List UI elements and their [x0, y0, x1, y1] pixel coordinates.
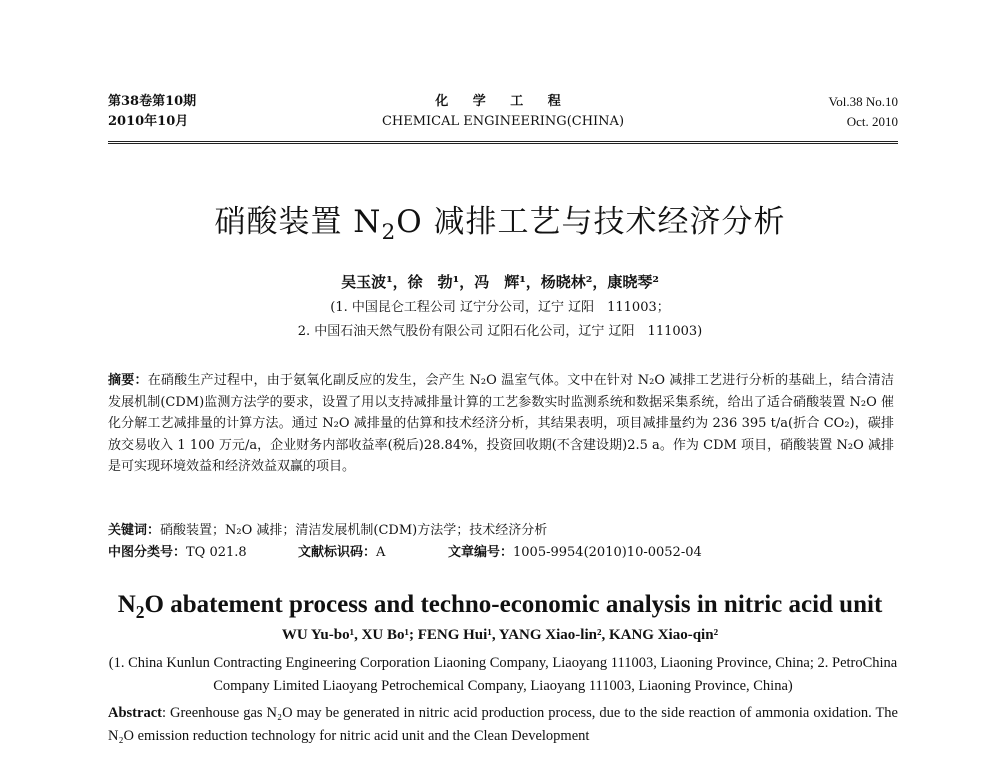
abstract-en — [108, 702, 898, 748]
abstract-en-label: Abstract — [108, 705, 162, 721]
title-en-part2: O abatement process and techno-economic analysis in nitric acid unit — [144, 591, 883, 618]
volume-no-en: Vol.38 No.10 — [828, 94, 898, 109]
authors-cn: 吴玉波¹，徐 勃¹，冯 辉¹，杨晓林²，康晓琴² — [341, 273, 659, 291]
running-header — [108, 92, 898, 142]
authors-en: WU Yu-bo¹, XU Bo¹; FENG Hui¹, YANG Xiao-lin², KANG Xiao-qin² — [281, 627, 719, 643]
header-rule — [108, 141, 898, 146]
doc-code-label: 文献标识码： — [298, 545, 377, 560]
abstract-cn-text: 在硝酸生产过程中，由于氨氧化副反应的发生，会产生 N₂O 温室气体。文中在针对 N₂O 减排工艺进行分析的基础上，结合清洁发展机制(CDM)监测方法学的要求，设置了用以支持减排量计算的工艺参数实时监测系统和数据采集系统，给出了适合硝酸装置 N₂O 催化分解工艺减排量的计算方法。通过 N₂O 减排量的估算和技术经济分析，其结果表明，项目减排量约为 236 395 t/a(折合 CO₂)，碳排放交易收入 1 100 万元/a，企业财务内部收益率(税后)28.84%，投资回收期(不含建设期)2.5 a。作为 CDM 项目，硝酸装置 N₂O 减排是可实现环境效益和经济效益双赢的项目。 — [108, 373, 894, 474]
date-en: Oct. 2010 — [846, 114, 898, 129]
doc-code-value: A — [376, 545, 386, 560]
journal-name-en: CHEMICAL ENGINEERING(CHINA) — [381, 114, 625, 129]
article-no-value: 1005-9954(2010)10-0052-04 — [513, 545, 702, 560]
classification-line — [108, 541, 894, 560]
clc-label: 中图分类号： — [108, 545, 187, 560]
article-no-label: 文章编号： — [448, 545, 514, 560]
affiliation-cn-1: (1. 中国昆仑工程公司 辽宁分公司，辽宁 辽阳 111003； — [330, 300, 670, 315]
journal-name — [108, 92, 898, 132]
clc-value: TQ 021.8 — [186, 545, 247, 560]
title-cn-subscript: 2 — [381, 220, 397, 246]
abstract-cn-label: 摘要： — [108, 373, 148, 388]
keywords-cn-label: 关键词： — [108, 523, 161, 538]
volume-issue: 第38卷第10期 — [108, 94, 197, 109]
affiliations-en: (1. China Kunlun Contracting Engineering Corporation Liaoning Company, Liaoyang 111003, Liaoning Province, China; 2. PetroChina Company Limited Liaoyang Petrochemical Company, Liaoyang 111003, Liaoning Province, China) — [108, 655, 898, 694]
title-en — [0, 591, 1000, 623]
journal-name-zh: 化 学 工 程 — [435, 94, 571, 109]
title-en-part1: N — [117, 591, 136, 618]
keywords-cn — [108, 519, 894, 538]
affiliation-cn-2: 2. 中国石油天然气股份有限公司 辽阳石化公司，辽宁 辽阳 111003) — [297, 324, 703, 339]
keywords-cn-text: 硝酸装置；N₂O 减排；清洁发展机制(CDM)方法学；技术经济分析 — [160, 523, 548, 538]
title-cn-part1: 硝酸装置 N — [214, 204, 382, 240]
title-cn-part2: O 减排工艺与技术经济分析 — [396, 204, 786, 240]
journal-volume-en — [829, 92, 898, 132]
title-cn — [0, 196, 1000, 245]
title-en-subscript: 2 — [135, 602, 145, 622]
abstract-cn — [108, 370, 894, 478]
abstract-en-text: : Greenhouse gas N₂O may be generated in nitric acid production process, due to the side reaction of ammonia oxidation. The N₂O emission reduction technology for nitric acid unit and the Clean Development — [108, 705, 898, 744]
issue-date: 2010年10月 — [108, 114, 189, 129]
